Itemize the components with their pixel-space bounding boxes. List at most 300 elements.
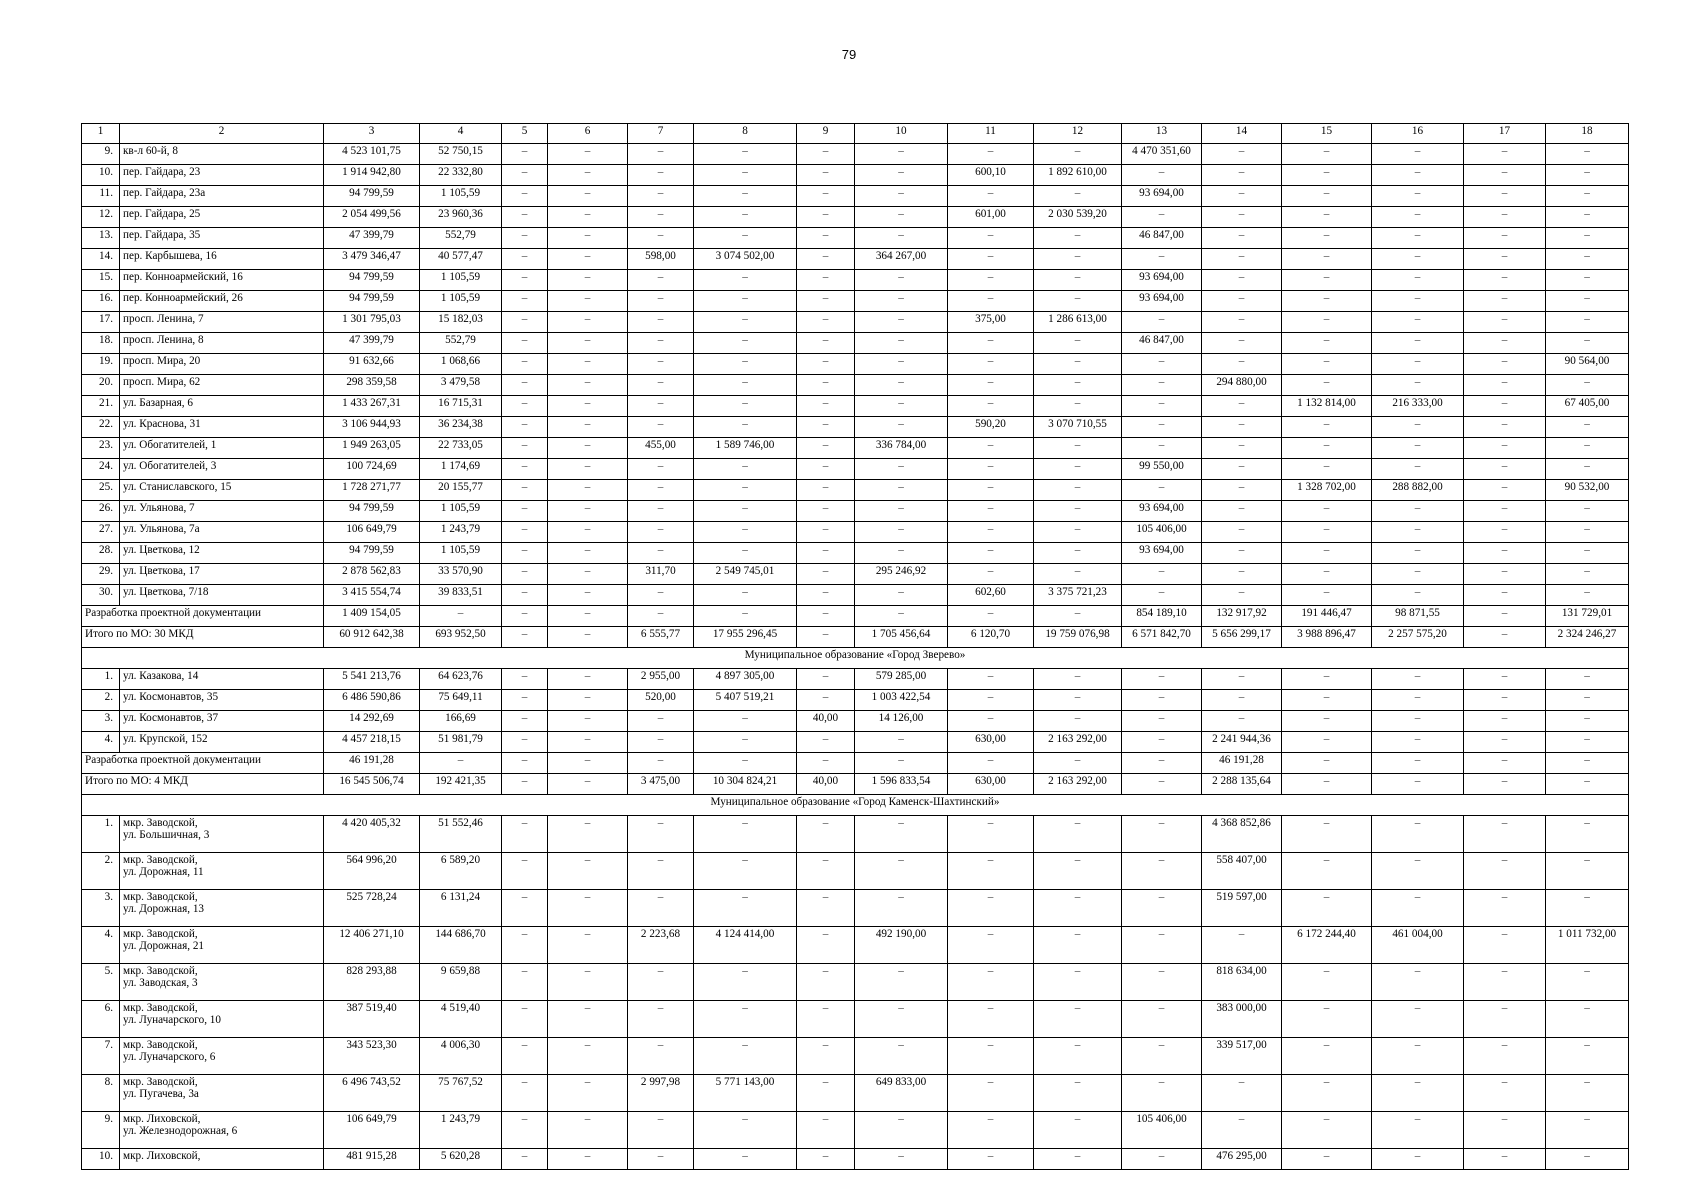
value-cell: – [797,249,855,270]
value-cell: 91 632,66 [324,354,420,375]
value-cell: – [948,480,1034,501]
value-cell: 854 189,10 [1122,606,1202,627]
value-cell: – [1122,964,1202,1001]
value-cell: – [502,438,548,459]
address-cell: пер. Гайдара, 35 [120,228,324,249]
value-cell: – [694,732,797,753]
value-cell: – [1546,459,1629,480]
address-cell: пер. Конноармейский, 16 [120,270,324,291]
value-cell: – [502,774,548,795]
value-cell: – [1034,396,1122,417]
address-cell: просп. Ленина, 8 [120,333,324,354]
value-cell: – [1282,964,1372,1001]
value-cell: – [1372,964,1464,1001]
value-cell: – [628,186,694,207]
row-number: 1. [82,816,120,853]
address-cell [120,1112,324,1149]
value-cell: 94 799,59 [324,501,420,522]
value-cell: 311,70 [628,564,694,585]
summary-label: Итого по МО: 30 МКД [82,627,324,648]
value-cell: 90 564,00 [1546,354,1629,375]
value-cell: – [548,522,628,543]
value-cell: – [628,1149,694,1170]
value-cell: 4 519,40 [420,1001,502,1038]
value-cell: 828 293,88 [324,964,420,1001]
value-cell: 6 172 244,40 [1282,927,1372,964]
value-cell: – [628,396,694,417]
row-number: 1. [82,669,120,690]
value-cell: – [502,354,548,375]
row-number: 12. [82,207,120,228]
value-cell: – [1546,753,1629,774]
value-cell: – [1282,165,1372,186]
value-cell: – [948,1001,1034,1038]
row-number: 2. [82,853,120,890]
value-cell: – [948,354,1034,375]
value-cell: – [1464,459,1546,480]
value-cell: – [1122,165,1202,186]
value-cell: – [1034,753,1122,774]
value-cell: – [1282,890,1372,927]
value-cell: 144 686,70 [420,927,502,964]
value-cell: 22 733,05 [420,438,502,459]
value-cell: – [694,480,797,501]
value-cell: 5 407 519,21 [694,690,797,711]
value-cell: 1 949 263,05 [324,438,420,459]
value-cell: – [1372,564,1464,585]
value-cell: – [1034,270,1122,291]
value-cell: – [1546,144,1629,165]
value-cell: 51 552,46 [420,816,502,853]
value-cell: – [1372,186,1464,207]
value-cell: – [1372,853,1464,890]
value-cell: 387 519,40 [324,1001,420,1038]
value-cell: – [628,270,694,291]
value-cell: – [1546,964,1629,1001]
address-line: ул. Дорожная, 11 [123,866,204,878]
value-cell: – [502,396,548,417]
value-cell: – [1282,1149,1372,1170]
value-cell: – [694,1001,797,1038]
value-cell: – [694,291,797,312]
row-number: 10. [82,165,120,186]
value-cell: – [797,585,855,606]
value-cell: 191 446,47 [1282,606,1372,627]
value-cell: 1 433 267,31 [324,396,420,417]
value-cell: – [1282,732,1372,753]
value-cell: 93 694,00 [1122,543,1202,564]
table-row [82,291,1629,312]
value-cell: – [1546,690,1629,711]
value-cell: 51 981,79 [420,732,502,753]
value-cell: – [948,564,1034,585]
value-cell: – [1546,669,1629,690]
address-line: ул. Заводская, 3 [123,977,198,989]
address-cell: ул. Цветкова, 12 [120,543,324,564]
value-cell: – [1282,459,1372,480]
value-cell: – [628,228,694,249]
value-cell: 23 960,36 [420,207,502,228]
value-cell: – [1202,312,1282,333]
value-cell: – [1034,890,1122,927]
value-cell: 2 241 944,36 [1202,732,1282,753]
value-cell: 40,00 [797,774,855,795]
table-row [82,417,1629,438]
value-cell: – [1464,270,1546,291]
table-row [82,890,1629,927]
row-number: 2. [82,690,120,711]
row-number: 5. [82,964,120,1001]
value-cell: 6 120,70 [948,627,1034,648]
value-cell: – [948,711,1034,732]
value-cell: – [1464,333,1546,354]
value-cell: – [1546,501,1629,522]
value-cell: – [628,964,694,1001]
value-cell: – [797,354,855,375]
address-cell [120,964,324,1001]
address-cell: ул. Крупской, 152 [120,732,324,753]
table-row [82,459,1629,480]
value-cell: – [1282,270,1372,291]
value-cell: – [797,375,855,396]
value-cell: – [948,1075,1034,1112]
row-number: 29. [82,564,120,585]
value-cell: – [1372,459,1464,480]
value-cell: 5 771 143,00 [694,1075,797,1112]
value-cell: – [1464,522,1546,543]
value-cell: – [1202,585,1282,606]
header-cell: 2 [120,124,324,144]
address-cell: ул. Обогатителей, 3 [120,459,324,480]
value-cell: – [1546,1075,1629,1112]
value-cell: 1 105,59 [420,270,502,291]
row-number: 26. [82,501,120,522]
value-cell: – [628,711,694,732]
value-cell: 455,00 [628,438,694,459]
value-cell: – [1282,249,1372,270]
table-row [82,690,1629,711]
value-cell: – [1282,312,1372,333]
value-cell: 1 705 456,64 [855,627,948,648]
value-cell: – [548,1112,628,1149]
value-cell: – [948,1149,1034,1170]
value-cell: – [1372,291,1464,312]
value-cell: – [1122,564,1202,585]
value-cell: – [1034,438,1122,459]
value-cell: – [694,816,797,853]
value-cell: – [502,853,548,890]
value-cell: – [855,1112,948,1149]
value-cell: – [1464,564,1546,585]
header-cell: 1 [82,124,120,144]
value-cell: – [502,564,548,585]
value-cell: – [855,1001,948,1038]
value-cell: 3 375 721,23 [1034,585,1122,606]
row-number: 3. [82,890,120,927]
value-cell: – [1464,669,1546,690]
value-cell: – [502,1112,548,1149]
value-cell: – [1546,438,1629,459]
value-cell: – [1282,291,1372,312]
value-cell: – [1282,375,1372,396]
value-cell: – [1372,144,1464,165]
address-line: ул. Луначарского, 10 [123,1014,221,1026]
header-row [82,124,1629,144]
value-cell: – [1546,228,1629,249]
header-cell: 6 [548,124,628,144]
value-cell: – [855,375,948,396]
value-cell: 590,20 [948,417,1034,438]
value-cell: – [948,853,1034,890]
address-line: мкр. Заводской, [123,1002,198,1014]
value-cell: – [1202,291,1282,312]
value-cell: 12 406 271,10 [324,927,420,964]
value-cell: 552,79 [420,333,502,354]
value-cell: 99 550,00 [1122,459,1202,480]
address-cell [120,816,324,853]
table-row [82,816,1629,853]
value-cell: – [1034,669,1122,690]
value-cell: 1 011 732,00 [1546,927,1629,964]
value-cell: 2 223,68 [628,927,694,964]
value-cell: – [855,1149,948,1170]
value-cell: – [797,417,855,438]
value-cell: – [1282,186,1372,207]
value-cell: – [628,417,694,438]
value-cell: – [1546,270,1629,291]
value-cell: 4 006,30 [420,1038,502,1075]
value-cell: – [628,1112,694,1149]
table-row [82,732,1629,753]
value-cell: 3 479 346,47 [324,249,420,270]
value-cell: 6 589,20 [420,853,502,890]
value-cell: 132 917,92 [1202,606,1282,627]
table-row [82,669,1629,690]
value-cell: – [1202,1112,1282,1149]
value-cell: 60 912 642,38 [324,627,420,648]
table-row [82,1149,1629,1170]
address-line: ул. Дорожная, 13 [123,903,205,915]
value-cell: – [694,964,797,1001]
value-cell: – [1282,585,1372,606]
value-cell: – [1546,249,1629,270]
value-cell: – [1034,543,1122,564]
value-cell: – [855,480,948,501]
value-cell: 46 191,28 [324,753,420,774]
value-cell: – [694,585,797,606]
value-cell: – [855,459,948,480]
value-cell: – [1202,207,1282,228]
value-cell: – [797,291,855,312]
value-cell: 1 174,69 [420,459,502,480]
value-cell: – [1546,522,1629,543]
value-cell: – [548,438,628,459]
value-cell: – [502,543,548,564]
value-cell: 39 833,51 [420,585,502,606]
value-cell: 336 784,00 [855,438,948,459]
value-cell: – [628,1001,694,1038]
value-cell: – [420,606,502,627]
value-cell: – [502,816,548,853]
value-cell: – [1122,396,1202,417]
value-cell: – [1282,228,1372,249]
value-cell: 9 659,88 [420,964,502,1001]
value-cell: 94 799,59 [324,270,420,291]
value-cell: – [1122,249,1202,270]
value-cell: 2 163 292,00 [1034,732,1122,753]
value-cell: – [1034,1001,1122,1038]
value-cell: 601,00 [948,207,1034,228]
value-cell: – [1034,480,1122,501]
value-cell: – [1122,774,1202,795]
table-row [82,249,1629,270]
address-cell: ул. Базарная, 6 [120,396,324,417]
value-cell: 4 420 405,32 [324,816,420,853]
value-cell: – [502,165,548,186]
value-cell: – [1464,543,1546,564]
value-cell: – [797,564,855,585]
value-cell: – [1122,1001,1202,1038]
value-cell: – [855,964,948,1001]
value-cell: – [548,270,628,291]
summary-row [82,753,1629,774]
address-line: ул. Большичная, 3 [123,829,210,841]
value-cell: 100 724,69 [324,459,420,480]
row-number: 23. [82,438,120,459]
value-cell: – [628,501,694,522]
value-cell: – [628,480,694,501]
value-cell: – [948,270,1034,291]
value-cell: 2 054 499,56 [324,207,420,228]
value-cell: – [502,249,548,270]
address-cell: ул. Станиславского, 15 [120,480,324,501]
value-cell: – [1202,459,1282,480]
value-cell: 105 406,00 [1122,522,1202,543]
table-row [82,438,1629,459]
value-cell: 3 479,58 [420,375,502,396]
value-cell: – [1034,1112,1122,1149]
value-cell: – [1282,333,1372,354]
value-cell: – [1464,711,1546,732]
value-cell: – [1202,1075,1282,1112]
value-cell: – [797,890,855,927]
value-cell: 1 243,79 [420,522,502,543]
value-cell: – [1464,375,1546,396]
value-cell: – [1034,249,1122,270]
value-cell: 1 132 814,00 [1282,396,1372,417]
value-cell: – [1546,1038,1629,1075]
value-cell: – [1546,291,1629,312]
value-cell: 1 301 795,03 [324,312,420,333]
value-cell: – [1372,417,1464,438]
value-cell: 4 457 218,15 [324,732,420,753]
value-cell: – [694,333,797,354]
value-cell: – [694,1038,797,1075]
value-cell: – [1464,732,1546,753]
value-cell: – [797,964,855,1001]
value-cell: – [1464,417,1546,438]
row-number: 10. [82,1149,120,1170]
value-cell: 3 415 554,74 [324,585,420,606]
value-cell: – [855,333,948,354]
value-cell: – [1202,480,1282,501]
value-cell: – [1546,816,1629,853]
value-cell: – [694,501,797,522]
value-cell: – [1034,964,1122,1001]
header-cell: 8 [694,124,797,144]
row-number: 9. [82,1112,120,1149]
value-cell: – [1202,927,1282,964]
value-cell: 1 068,66 [420,354,502,375]
value-cell: – [548,853,628,890]
value-cell: 3 106 944,93 [324,417,420,438]
value-cell: – [1546,564,1629,585]
table-body [82,124,1629,1170]
value-cell: – [1546,711,1629,732]
value-cell: – [855,585,948,606]
summary-row [82,774,1629,795]
value-cell: – [1464,1075,1546,1112]
value-cell: 131 729,01 [1546,606,1629,627]
value-cell: – [1202,165,1282,186]
value-cell: – [548,186,628,207]
value-cell: – [1464,228,1546,249]
value-cell: – [1282,354,1372,375]
value-cell: 630,00 [948,732,1034,753]
value-cell: 94 799,59 [324,186,420,207]
value-cell: 2 288 135,64 [1202,774,1282,795]
summary-row [82,606,1629,627]
row-number: 25. [82,480,120,501]
value-cell: 1 409 154,05 [324,606,420,627]
value-cell: – [1122,853,1202,890]
value-cell: – [797,732,855,753]
value-cell: – [855,753,948,774]
value-cell: – [1372,1149,1464,1170]
value-cell: – [548,669,628,690]
header-cell: 7 [628,124,694,144]
value-cell: – [797,270,855,291]
row-number: 18. [82,333,120,354]
header-cell: 13 [1122,124,1202,144]
value-cell: – [797,501,855,522]
value-cell: 93 694,00 [1122,186,1202,207]
value-cell: – [855,543,948,564]
value-cell: – [1122,1038,1202,1075]
value-cell: – [694,543,797,564]
value-cell: 6 496 743,52 [324,1075,420,1112]
value-cell: – [1282,501,1372,522]
value-cell: – [1202,711,1282,732]
address-cell: пер. Гайдара, 23а [120,186,324,207]
value-cell: – [1282,669,1372,690]
value-cell: – [694,459,797,480]
value-cell: – [548,543,628,564]
value-cell: – [948,1112,1034,1149]
value-cell: – [502,690,548,711]
value-cell: – [548,144,628,165]
value-cell: – [948,186,1034,207]
value-cell: – [502,291,548,312]
address-line: мкр. Заводской, [123,1039,198,1051]
address-cell [120,1001,324,1038]
value-cell: – [694,853,797,890]
value-cell: – [548,890,628,927]
value-cell: – [1202,522,1282,543]
value-cell: 192 421,35 [420,774,502,795]
value-cell: 15 182,03 [420,312,502,333]
value-cell: – [1282,690,1372,711]
